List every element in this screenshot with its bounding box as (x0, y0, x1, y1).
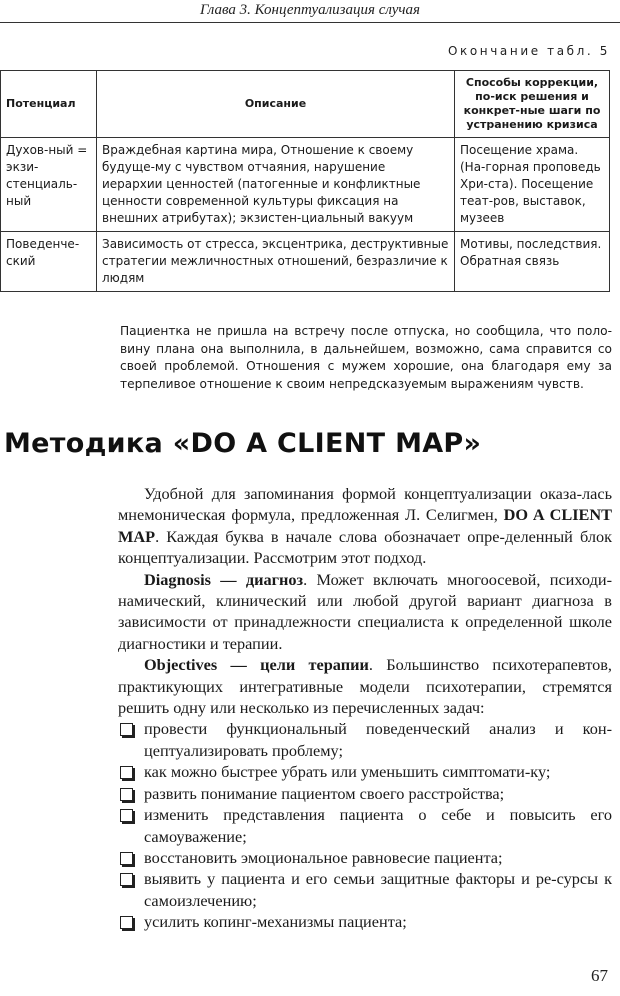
header-correction: Способы коррекции, по-иск решения и конкрет-ные шаги по устранению кризиса (455, 71, 610, 138)
task-list (118, 718, 612, 932)
checkbox-bullet-icon (120, 788, 133, 801)
checkbox-bullet-icon (120, 766, 133, 779)
intro-paragraph (118, 483, 612, 569)
cell-potential: Поведенче-ский (1, 232, 97, 292)
list-item (118, 783, 612, 804)
case-note: Пациентка не пришла на встречу после отпуска, но сообщила, что поло-вину плана она выполнила, в дальнейшем, возможно, сама справится со своей проблемой. Отношения с мужем хорошие, она благодаря ему за терпеливое отношение к своим непредсказуемым выражениям чувств. (120, 324, 612, 391)
list-item-text: восстановить эмоциональное равновесие пациента; (144, 847, 503, 867)
list-item (118, 761, 612, 782)
page-number: 67 (591, 966, 608, 985)
potential-table (0, 70, 610, 292)
list-item (118, 911, 612, 932)
cell-description: Зависимость от стресса, эксцентрика, деструктивные стратегии межличностных отношений, безразличие к людям (97, 232, 455, 292)
list-item-text: усилить копинг-механизмы пациента; (144, 912, 407, 932)
list-item-text: развить понимание пациентом своего расстройства; (144, 783, 505, 803)
header-potential: Потенциал (1, 71, 97, 138)
objectives-term: Objectives — цели терапии (144, 655, 369, 675)
objectives-text: . Большинство психотерапевтов, практикующих интегративные модели психотерапии, стремятся решить одну или несколько из перечисленных задач: (118, 655, 612, 718)
diagnosis-text: . Может включать многоосевой, психоди-намический, клинический или любой другой вариант диагноза в зависимости от принадлежности специалиста к определенной школе диагностики и терапии. (118, 569, 612, 653)
cell-correction: Посещение храма. (На-горная проповедь Хри-ста). Посещение теат-ров, выставок, музеев (455, 138, 610, 232)
checkbox-bullet-icon (120, 809, 133, 822)
list-item-text: изменить представления пациента о себе и повысить его самоуважение; (144, 805, 612, 846)
cell-correction: Мотивы, последствия. Обратная связь (455, 232, 610, 292)
list-item (118, 868, 612, 911)
checkbox-bullet-icon (120, 873, 133, 886)
list-item-text: как можно быстрее убрать или уменьшить симптомати-ку; (144, 762, 551, 782)
list-item (118, 804, 612, 847)
running-head: Глава 3. Концептуализация случая (200, 2, 420, 18)
header-description: Описание (97, 71, 455, 138)
checkbox-bullet-icon (120, 916, 133, 929)
cell-potential: Духов-ный = экзи-стенциаль-ный (1, 138, 97, 232)
section-title: Методика «DO A CLIENT MAP» (4, 428, 482, 459)
diagnosis-term: Diagnosis — диагноз (144, 569, 304, 589)
objectives-paragraph (118, 654, 612, 718)
checkbox-bullet-icon (120, 852, 133, 865)
cell-description: Враждебная картина мира, Отношение к своему будуще-му с чувством отчаяния, нарушение иерархии ценностей (патогенные и конфликтные ценности современной культуры фиксация на внешних атрибутах); экзистен-циальный вакуум (97, 138, 455, 232)
intro-text-end: . Каждая буква в начале слова обозначает опре-деленный блок концептуализации. Рассмотрим этот подход. (118, 526, 612, 568)
intro-text: Удобной для запоминания формой концептуализации оказа-лась мнемоническая формула, предложенная Л. Селигмен, (118, 484, 612, 525)
table-row (1, 138, 610, 232)
table-header-row (1, 71, 610, 138)
table-caption: Окончание табл. 5 (447, 44, 610, 58)
list-item-text: выявить у пациента и его семьи защитные факторы и ре-сурсы к самоизлечению; (144, 869, 612, 910)
checkbox-bullet-icon (120, 723, 133, 736)
mnemonic-term: DO A CLIENT MAP (118, 505, 613, 546)
table-row (1, 232, 610, 292)
list-item-text: провести функциональный поведенческий анализ и кон-цептуализировать проблему; (144, 719, 612, 760)
header-rule (0, 22, 620, 23)
diagnosis-paragraph (118, 569, 612, 655)
list-item (118, 718, 612, 761)
body-text (118, 483, 612, 933)
list-item (118, 847, 612, 868)
